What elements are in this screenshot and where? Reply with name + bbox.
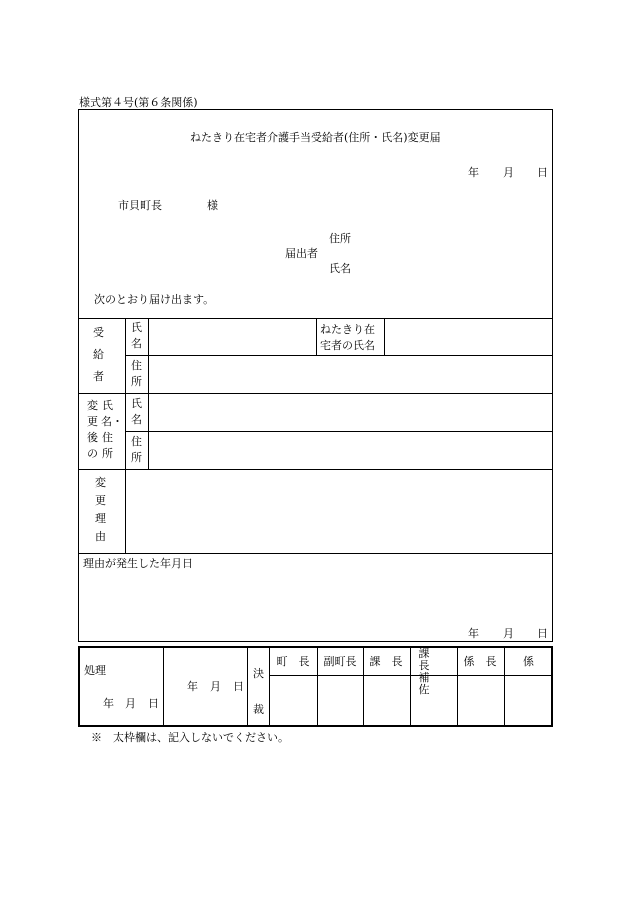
processing-month: 月 — [125, 697, 136, 710]
office-month: 月 — [210, 680, 221, 693]
row-divider — [78, 469, 553, 470]
office-col-divider — [317, 646, 318, 727]
form-title: ねたきり在宅者介護手当受給者(住所・氏名)変更届 — [190, 131, 441, 144]
after-change-address-label: 住所 — [131, 435, 142, 464]
reason-year: 年 — [468, 627, 479, 640]
processing-day: 日 — [148, 697, 159, 710]
approver-section-chief: 課 長 — [369, 655, 403, 668]
processing-year: 年 — [103, 697, 114, 710]
applicant-name-label: 氏名 — [329, 262, 351, 275]
approver-assistant-chief: 課長補佐 — [418, 647, 432, 696]
approval-label: 決裁 — [253, 667, 264, 716]
applicant-address-label: 住所 — [329, 232, 351, 245]
col-divider — [316, 318, 317, 355]
recipient-name-label: 氏名 — [131, 321, 142, 350]
after-change-name-label: 氏名 — [131, 397, 142, 426]
office-col-divider — [457, 646, 458, 727]
date-year: 年 — [468, 166, 479, 179]
office-day: 日 — [233, 680, 244, 693]
date-day: 日 — [537, 166, 548, 179]
change-reason-label: 変更理由 — [95, 476, 106, 543]
addressee-name: 市貝町長 — [118, 199, 162, 212]
approver-mayor: 町 長 — [276, 655, 310, 668]
bedridden-name-label: ねたきり在宅者の氏名 — [320, 323, 375, 352]
date-month: 月 — [503, 166, 514, 179]
office-col-divider — [504, 646, 505, 727]
row-divider — [78, 393, 553, 394]
col-divider — [125, 318, 126, 553]
office-col-divider — [363, 646, 364, 727]
office-col-divider — [163, 646, 164, 727]
row-divider — [125, 431, 553, 432]
row-divider — [125, 355, 553, 356]
intro-text: 次のとおり届け出ます。 — [94, 293, 215, 306]
approver-subsection-chief: 係 長 — [463, 655, 497, 668]
recipient-address-label: 住所 — [131, 359, 142, 388]
office-col-divider — [269, 646, 270, 727]
reason-month: 月 — [503, 627, 514, 640]
recipient-section-label: 受給者 — [93, 326, 104, 383]
office-year: 年 — [187, 680, 198, 693]
col-divider — [148, 318, 149, 469]
col-divider — [384, 318, 385, 355]
office-col-divider — [410, 646, 411, 727]
addressee-honorific: 様 — [207, 199, 218, 212]
footnote: ※ 太枠欄は、記入しないでください。 — [91, 731, 289, 744]
office-row-divider — [269, 675, 552, 676]
after-change-label-right: 氏名・住所 — [101, 399, 123, 460]
form-number: 様式第４号(第６条関係) — [79, 96, 198, 109]
office-col-divider — [247, 646, 248, 727]
reason-day: 日 — [537, 627, 548, 640]
after-change-label-left: 変更後の — [87, 399, 98, 460]
approver-vice-mayor: 副町長 — [323, 655, 357, 668]
applicant-label: 届出者 — [285, 247, 318, 260]
reason-date-label: 理由が発生した年月日 — [83, 557, 193, 570]
approver-staff: 係 — [523, 655, 534, 668]
processing-label: 処理 — [84, 664, 106, 677]
row-divider — [78, 553, 553, 554]
